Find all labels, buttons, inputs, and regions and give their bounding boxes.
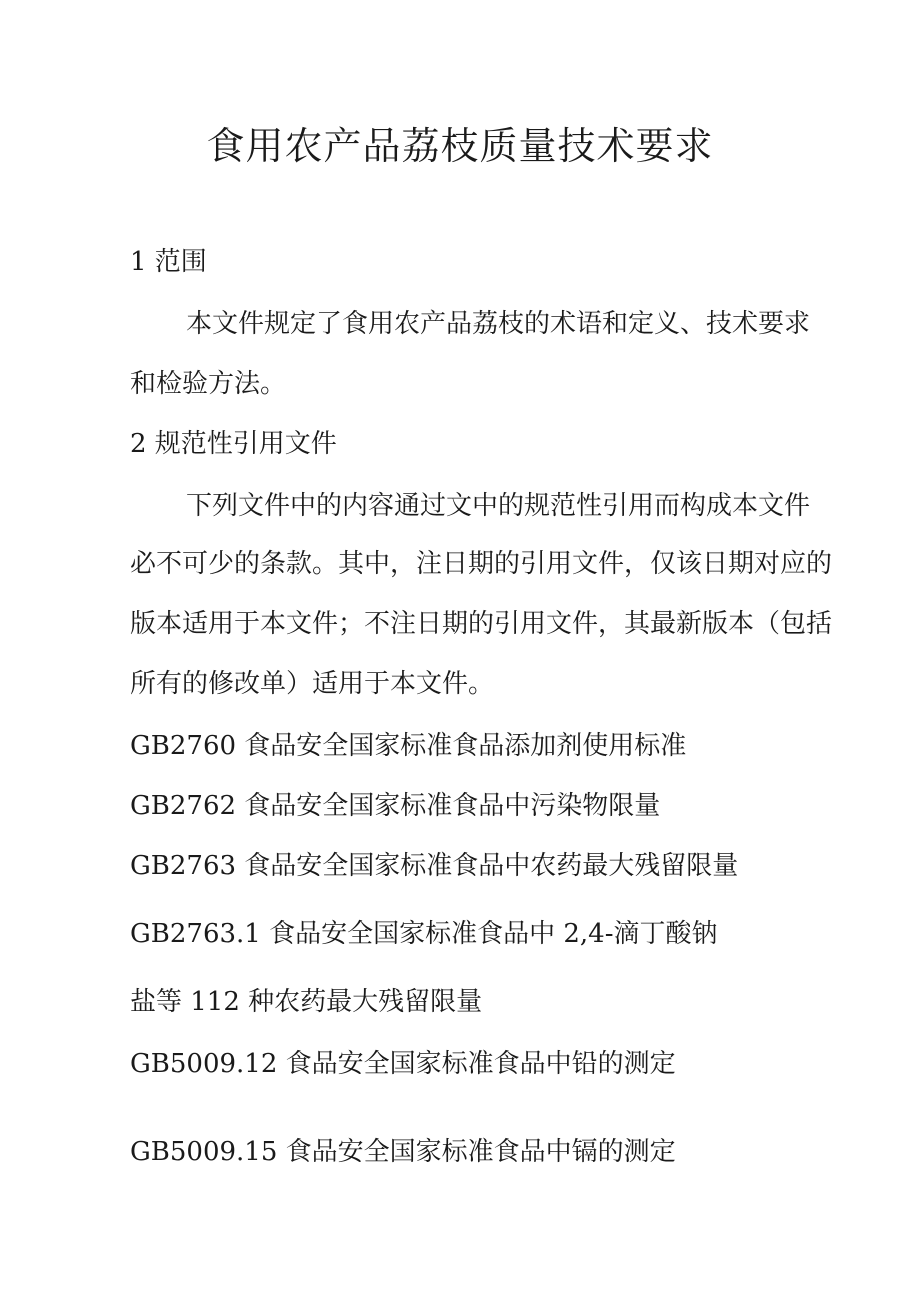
reference-item: GB5009.15 食品安全国家标准食品中镉的测定 [130,1137,676,1167]
scope-paragraph-line: 和检验方法。 [130,369,287,399]
section-heading-scope: 1 范围 [130,247,207,277]
references-paragraph-line: 必不可少的条款。其中，注日期的引用文件，仅该日期对应的 [130,549,833,579]
reference-item: GB2760 食品安全国家标准食品添加剂使用标准 [130,731,687,761]
reference-item: GB2762 食品安全国家标准食品中污染物限量 [130,791,661,821]
reference-item: GB5009.12 食品安全国家标准食品中铅的测定 [130,1049,676,1079]
reference-item: GB2763.1 食品安全国家标准食品中 2,4-滴丁酸钠 [130,919,718,949]
scope-paragraph-line: 本文件规定了食用农产品荔枝的术语和定义、技术要求 [186,309,811,339]
document-title: 食用农产品荔枝质量技术要求 [206,124,714,168]
reference-item: GB2763 食品安全国家标准食品中农药最大残留限量 [130,851,739,881]
references-paragraph-line: 版本适用于本文件；不注日期的引用文件，其最新版本（包括 [130,609,833,639]
reference-item: 盐等 112 种农药最大残留限量 [130,987,483,1017]
references-paragraph-line: 所有的修改单）适用于本文件。 [130,669,495,699]
section-heading-references: 2 规范性引用文件 [130,429,337,459]
references-paragraph-line: 下列文件中的内容通过文中的规范性引用而构成本文件 [186,491,811,521]
